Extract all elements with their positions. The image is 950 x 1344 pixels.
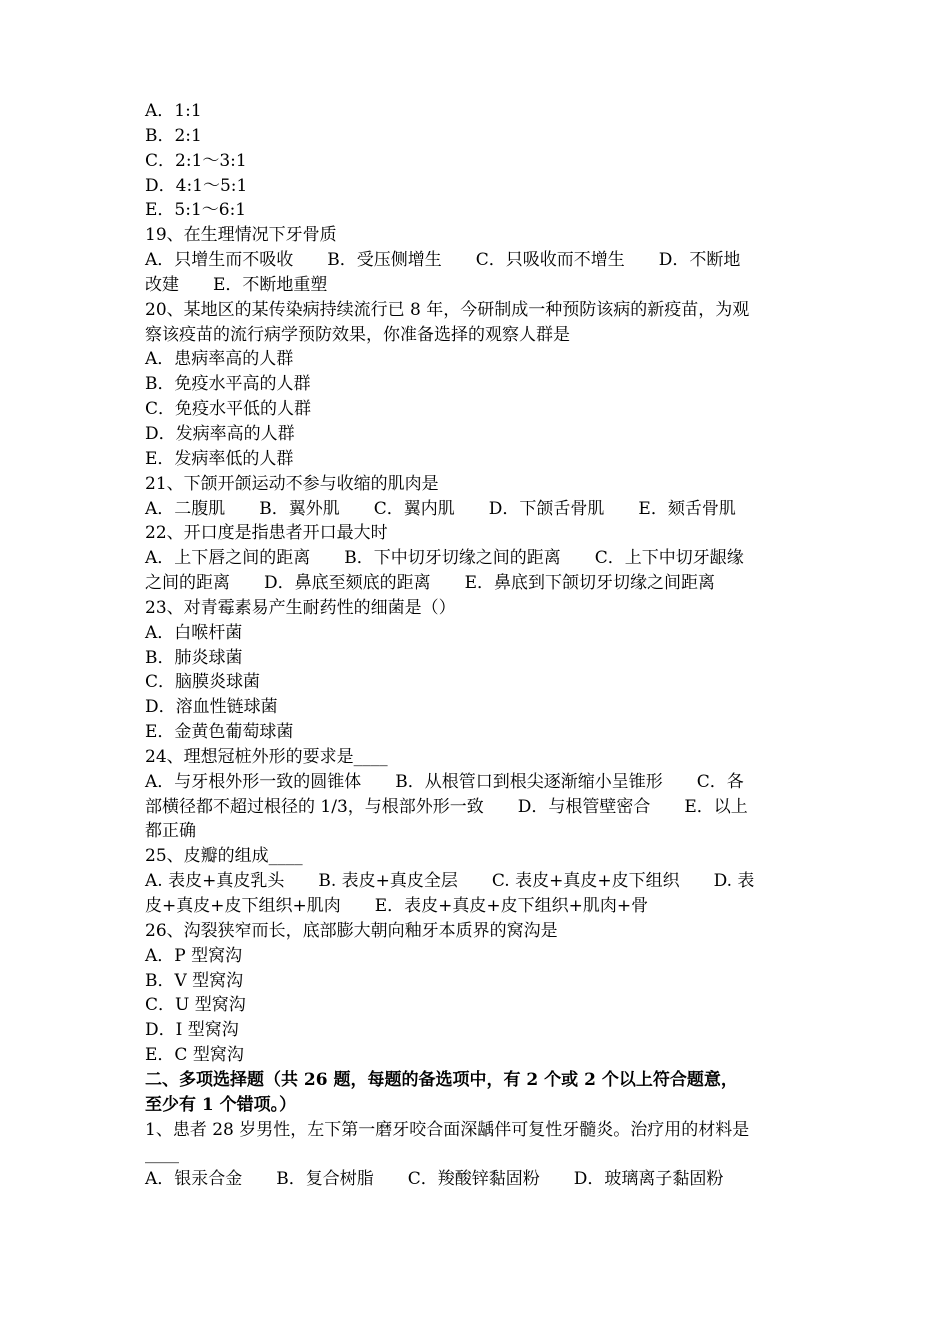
text-line: E．金黄色葡萄球菌 xyxy=(145,722,294,743)
text-line: 19、在生理情况下牙骨质 xyxy=(145,225,337,246)
text-line: B．肺炎球菌 xyxy=(145,647,243,668)
text-line: C．脑膜炎球菌 xyxy=(145,672,261,693)
text-line: 都正确 xyxy=(145,821,196,842)
text-line: 皮+真皮+皮下组织+肌肉 E．表皮+真皮+皮下组织+肌肉+骨 xyxy=(145,896,649,916)
text-line: A．白喉杆菌 xyxy=(145,622,243,643)
text-line: ____ xyxy=(145,1144,179,1165)
text-line: B．免疫水平高的人群 xyxy=(145,374,311,395)
text-line: 1、患者 28 岁男性，左下第一磨牙咬合面深龋伴可复性牙髓炎。治疗用的材料是 xyxy=(145,1119,750,1140)
text-line: D．4:1～5:1 xyxy=(145,175,248,196)
text-line: D．发病率高的人群 xyxy=(145,423,295,444)
text-line: 26、沟裂狭窄而长，底部膨大朝向釉牙本质界的窝沟是 xyxy=(145,920,558,941)
text-line: 察该疫苗的流行病学预防效果，你准备选择的观察人群是 xyxy=(145,324,570,345)
text-line: B．2:1 xyxy=(145,125,202,146)
text-line: 23、对青霉素易产生耐药性的细菌是（） xyxy=(145,597,456,618)
text-line: 改建 E．不断地重塑 xyxy=(145,274,328,295)
text-line: A．二腹肌 B．翼外肌 C．翼内肌 D．下颌舌骨肌 E．颏舌骨肌 xyxy=(145,498,736,519)
text-line: C．2:1～3:1 xyxy=(145,150,247,171)
text-line: A．银汞合金 B．复合树脂 C．羧酸锌黏固粉 D．玻璃离子黏固粉 xyxy=(145,1169,724,1190)
text-line: E．C 型窝沟 xyxy=(145,1045,244,1066)
text-line: 二、多项选择题（共 26 题，每题的备选项中，有 2 个或 2 个以上符合题意， xyxy=(145,1069,738,1090)
text-line: A．P 型窝沟 xyxy=(145,945,243,966)
text-line: A．与牙根外形一致的圆锥体 B．从根管口到根尖逐渐缩小呈锥形 C．各 xyxy=(145,771,744,792)
text-line: A．患病率高的人群 xyxy=(145,349,294,370)
text-line: C．免疫水平低的人群 xyxy=(145,399,312,420)
document-page xyxy=(145,99,810,1192)
text-line: 之间的距离 D．鼻底至颏底的距离 E．鼻底到下颌切牙切缘之间距离 xyxy=(145,573,716,594)
text-line: A．只增生而不吸收 B．受压侧增生 C．只吸收而不增生 D．不断地 xyxy=(145,250,741,271)
text-line: 至少有 1 个错项。） xyxy=(145,1094,297,1115)
text-line: A．1:1 xyxy=(145,101,202,121)
text-line: A．上下唇之间的距离 B．下中切牙切缘之间的距离 C．上下中切牙龈缘 xyxy=(145,548,744,569)
text-line: 21、下颌开颌运动不参与收缩的肌肉是 xyxy=(145,473,439,494)
text-line: D．I 型窝沟 xyxy=(145,1020,239,1041)
text-line: A. 表皮+真皮乳头 B. 表皮+真皮全层 C. 表皮+真皮+皮下组织 D. 表 xyxy=(145,871,755,892)
text-line: 25、皮瓣的组成____ xyxy=(145,846,303,867)
text-line: D．溶血性链球菌 xyxy=(145,697,278,718)
text-line: C．U 型窝沟 xyxy=(145,995,246,1016)
text-line: 部横径都不超过根径的 1/3，与根部外形一致 D．与根管壁密合 E．以上 xyxy=(145,796,748,817)
text-line: 22、开口度是指患者开口最大时 xyxy=(145,523,388,544)
text-line: E．发病率低的人群 xyxy=(145,448,294,469)
text-line: 24、理想冠桩外形的要求是____ xyxy=(145,746,388,767)
text-line: 20、某地区的某传染病持续流行已 8 年，今研制成一种预防该病的新疫苗，为观 xyxy=(145,299,750,320)
text-line: E．5:1～6:1 xyxy=(145,200,247,221)
text-line: B．V 型窝沟 xyxy=(145,970,244,991)
